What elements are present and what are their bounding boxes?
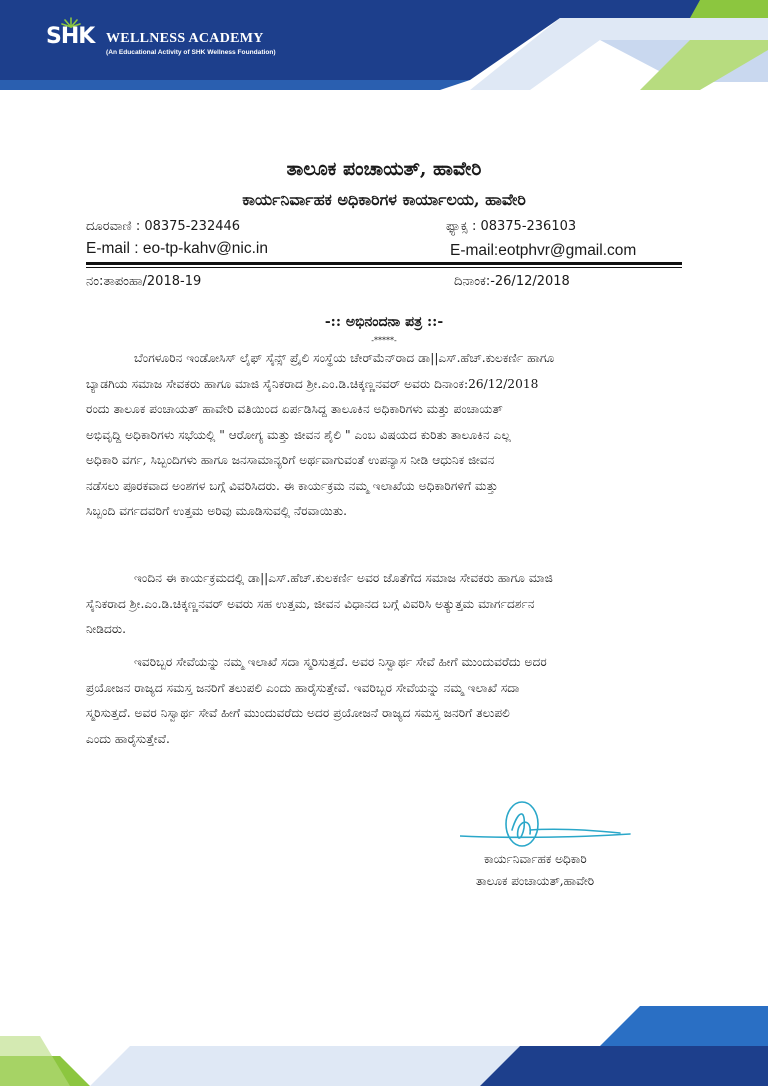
paragraph-2 (86, 566, 680, 643)
reference-number: ನಂ:ತಾಪಂಹಾ/2018-19 (86, 274, 202, 289)
phone-number: ದೂರವಾಣಿ : 08375-232446 (86, 219, 241, 234)
office-title: ತಾಲೂಕ ಪಂಚಾಯತ್, ಹಾವೇರಿ (286, 158, 482, 180)
paragraph-line: ಸಿಬ್ಬಂದಿ ವರ್ಗದವರಿಗೆ ಉತ್ತಮ ಅರಿವು ಮೂಡಿಸುವಲ್ಲಿ ನೆರವಾಯಿತು. (86, 504, 348, 518)
signatory-office: ತಾಲೂಕ ಪಂಚಾಯತ್,ಹಾವೇರಿ (476, 874, 595, 888)
paragraph-line: ಅಧಿಕಾರಿ ವರ್ಗ, ಸಿಬ್ಬಂದಿಗಳು ಹಾಗೂ ಜನಸಾಮಾನ್ಯರಿಗೆ ಅರ್ಥವಾಗುವಂತೆ ಉಪನ್ಯಾಸ ನೀಡಿ ಆಧುನಿಕ ಜೀವನ (86, 453, 495, 467)
paragraph-line: ಇವರಿಬ್ಬರ ಸೇವೆಯನ್ನು ನಮ್ಮ ಇಲಾಖೆ ಸದಾ ಸ್ಮರಿಸುತ್ತದೆ. ಅವರ ನಿಸ್ವಾರ್ಥ ಸೇವೆ ಹೀಗೆ ಮುಂದುವರೆದು ಅದರ (134, 655, 547, 669)
paragraph-line: ಎಂದು ಹಾರೈಸುತ್ತೇವೆ. (86, 731, 170, 746)
paragraph-line: ಸ್ಮರಿಸುತ್ತದೆ. ಅವರ ನಿಸ್ವಾರ್ಥ ಸೇವೆ ಹೀಗೆ ಮುಂದುವರೆದು ಅದರ ಪ್ರಯೋಜನೆ ರಾಜ್ಯದ ಸಮಸ್ತ ಜನರಿಗೆ ತಲುಪಲಿ (86, 706, 510, 720)
academy-name: WELLNESS ACADEMY (106, 31, 264, 46)
paragraph-line: ಅಭಿವೃದ್ದಿ ಅಧಿಕಾರಿಗಳು ಸಭೆಯಲ್ಲಿ " ಆರೋಗ್ಯ ಮತ್ತು ಜೀವನ ಶೈಲಿ " ಎಂಬ ವಿಷಯದ ಕುರಿತು ತಾಲೂಕಿನ ಎಲ್ಲ (86, 427, 511, 442)
header-rule-thin (86, 267, 682, 268)
fax-number: ಫ್ಯಾಕ್ಸ : 08375-236103 (446, 219, 577, 234)
paragraph-line: ಪ್ರಯೋಜನ ರಾಜ್ಯದ ಸಮಸ್ತ ಜನರಿಗೆ ತಲುಪಲಿ ಎಂದು ಹಾರೈಸುತ್ತೇವೆ. ಇವರಿಬ್ಬರ ಸೇವೆಯನ್ನು ನಮ್ಮ ಇಲಾಖೆ ಸದಾ (86, 680, 520, 695)
signatory-role: ಕಾರ್ಯನಿರ್ವಾಹಕ ಅಧಿಕಾರಿ (484, 852, 587, 866)
academy-tagline: (An Educational Activity of SHK Wellness Foundation) (106, 49, 276, 56)
paragraph-line: ಬೆಂಗಳೂರಿನ ಇಂಡೋಸಿಸ್ ಲೈಫ್ ಸೈನ್ಸ್ ಪ್ರೈಲಿ ಸಂಸ್ಥೆಯ ಚೇರ್‌ಮೆನ್‌ರಾದ ಡಾ||ಎಸ್.ಹೆಚ್.ಕುಲಕರ್ಣಿ ಹಾಗೂ (134, 351, 555, 365)
email-left: E-mail : eo-tp-kahv@nic.in (86, 240, 268, 257)
signature (460, 800, 650, 860)
paragraph-line: ನಡೆಸಲು ಪೂರಕವಾದ ಅಂಶಗಳ ಬಗ್ಗೆ ವಿವರಿಸಿದರು. ಈ ಕಾರ್ಯಕ್ರಮ ನಮ್ಮ ಇಲಾಖೆಯ ಅಧಿಕಾರಿಗಳಿಗೆ ಮತ್ತು (86, 478, 498, 493)
paragraph-line: ನೀಡಿದರು. (86, 622, 127, 636)
letter-heading: -:: ಅಭಿನಂದನಾ ಪತ್ರ ::- (324, 314, 444, 330)
logo-mark: SHK (46, 24, 95, 49)
letter-date: ದಿನಾಂಕ:-26/12/2018 (454, 274, 570, 289)
paragraph-line: ಇಂದಿನ ಈ ಕಾರ್ಯಕ್ರಮದಲ್ಲಿ ಡಾ||ಎಸ್.ಹೆಚ್.ಕುಲಕರ್ಣಿ ಅವರ ಜೊತೆಗೆದ ಸಮಾಜ ಸೇವಕರು ಹಾಗೂ ಮಾಜಿ (134, 571, 553, 585)
paragraph-line: ಬ್ಯಾಡಗಿಯ ಸಮಾಜ ಸೇವಕರು ಹಾಗೂ ಮಾಜಿ ಸೈನಿಕರಾದ ಶ್ರೀ.ಎಂ.ಡಿ.ಚಿಕ್ಕಣ್ಣನವರ್ ಅವರು ದಿನಾಂಕ:26/12/2018 (86, 376, 539, 391)
office-subtitle: ಕಾರ್ಯನಿರ್ವಾಹಕ ಅಧಿಕಾರಿಗಳ ಕಾರ್ಯಾಲಯ, ಹಾವೇರಿ (242, 190, 526, 209)
paragraph-1 (86, 346, 680, 525)
paragraph-3 (86, 650, 680, 752)
paragraph-line: ರಂದು ತಾಲೂಕ ಪಂಚಾಯತ್ ಹಾವೇರಿ ವತಿಯಿಂದ ಏರ್ಪಡಿಸಿದ್ದ ತಾಲೂಕಿನ ಅಧಿಕಾರಿಗಳು ಮತ್ತು ಪಂಚಾಯತ್ (86, 402, 503, 416)
header-rule (86, 262, 682, 265)
academy-logo (46, 18, 346, 68)
email-right: E-mail:eotphvr@gmail.com (450, 242, 637, 259)
footer-band (0, 996, 768, 1086)
heading-ornament: -*****- (371, 336, 397, 345)
paragraph-line: ಸೈನಿಕರಾದ ಶ್ರೀ.ಎಂ.ಡಿ.ಚಿಕ್ಕಣ್ಣನವರ್ ಅವರು ಸಹ ಉತ್ತಮ, ಜೀವನ ವಿಧಾನದ ಬಗ್ಗೆ ವಿವರಿಸಿ ಅತ್ಯುತ್ತಮ ಮಾರ್ಗದರ್ಶನ (86, 596, 535, 611)
